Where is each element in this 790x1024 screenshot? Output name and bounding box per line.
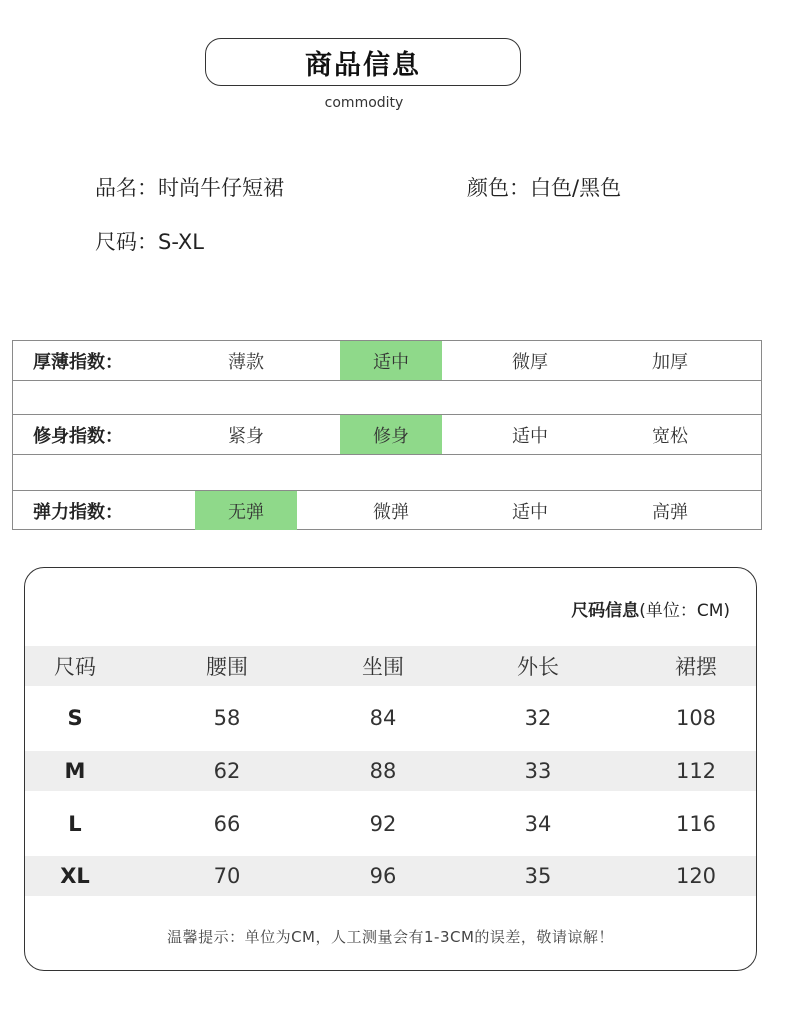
waist-cell: 62 [213,759,241,783]
index-row-elasticity [13,491,761,530]
index-label: 弹力指数： [33,501,123,523]
product-color-value: 白色/黑色 [530,176,622,200]
table-row [25,751,756,791]
hem-cell: 120 [675,864,717,888]
index-spacer-row [13,455,761,491]
length-cell: 34 [524,812,552,836]
index-option: 适中 [340,341,442,380]
table-row [25,856,756,896]
product-size-value: S-XL [158,230,204,254]
waist-cell: 66 [213,812,241,836]
product-name-label: 品名： [95,176,158,200]
index-label: 厚薄指数： [33,351,123,373]
index-option: 无弹 [195,491,297,530]
size-table-card [24,567,757,971]
index-label: 修身指数： [33,425,123,447]
section-title: 商品信息 [205,38,521,86]
size-cell: L [68,812,82,836]
size-cell: XL [60,864,90,888]
waist-cell: 70 [213,864,241,888]
index-option: 加厚 [652,351,688,373]
hip-cell: 96 [369,864,397,888]
hip-cell: 88 [369,759,397,783]
index-option: 高弹 [652,501,688,523]
size-cell: S [67,706,83,730]
measurement-note: 温馨提示：单位为CM，人工测量会有1-3CM的误差，敬请谅解！ [167,928,614,946]
length-cell: 33 [524,759,552,783]
size-table-header [25,646,756,686]
size-table-caption [571,596,730,621]
product-color-label: 颜色： [467,176,530,200]
product-size-label: 尺码： [95,230,158,254]
column-header: 腰围 [206,655,248,679]
column-header: 外长 [517,655,559,679]
hem-cell: 112 [675,759,717,783]
size-cell: M [64,759,86,783]
length-cell: 35 [524,864,552,888]
product-name-value: 时尚牛仔短裙 [158,176,284,200]
index-option: 微弹 [373,501,409,523]
hem-cell: 108 [675,706,717,730]
index-table [12,340,762,530]
index-option: 适中 [512,425,548,447]
index-option: 紧身 [228,425,264,447]
column-header: 尺码 [54,655,96,679]
table-row [25,804,756,844]
product-color [467,172,621,202]
column-header: 裙摆 [675,655,717,679]
index-spacer-row [13,381,761,415]
hem-cell: 116 [675,812,717,836]
product-name [95,172,284,202]
size-caption-unit: (单位：CM) [639,601,730,621]
index-option: 修身 [340,415,442,454]
column-header: 坐围 [362,655,404,679]
section-subtitle: commodity [324,95,404,111]
product-size [95,226,204,256]
length-cell: 32 [524,706,552,730]
index-option: 薄款 [228,351,264,373]
table-row [25,698,756,738]
index-option: 宽松 [652,425,688,447]
hip-cell: 84 [369,706,397,730]
index-option: 适中 [512,501,548,523]
hip-cell: 92 [369,812,397,836]
index-row-fit [13,415,761,455]
index-row-thickness [13,341,761,381]
waist-cell: 58 [213,706,241,730]
index-option: 微厚 [512,351,548,373]
size-caption-title: 尺码信息 [571,601,640,621]
